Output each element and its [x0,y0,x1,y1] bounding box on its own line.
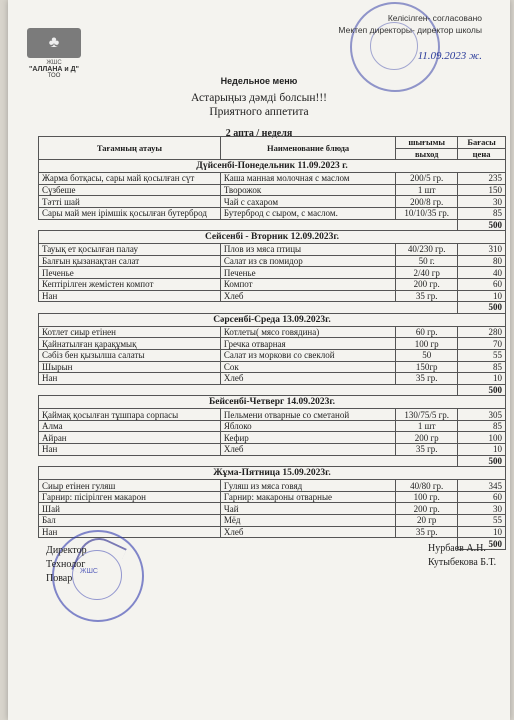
dish-name-kz: Сары май мен ірімшік қосылған бутерброд [39,207,221,219]
dish-yield: 100 гр [396,338,458,350]
dish-yield: 60 гр. [396,326,458,338]
dish-name-ru: Творожок [220,184,395,196]
dish-yield: 20 гр [396,515,458,527]
dish-name-ru: Кефир [220,432,395,444]
dish-name-ru: Чай [220,503,395,515]
day-title: Бейсенбі-Четверг 14.09.2023г. [39,396,506,409]
dish-name-kz: Нан [39,526,221,538]
dish-name-ru: Мёд [220,515,395,527]
dish-yield: 50 [396,349,458,361]
dish-yield: 40/230 гр. [396,244,458,256]
dish-price: 280 [458,326,506,338]
dish-price: 10 [458,373,506,385]
name-technologist: Кутыбекова Б.Т. [428,557,497,568]
dish-price: 80 [458,255,506,267]
stamp-text: ЖШС [80,568,98,575]
day-header-row [39,231,506,244]
logo-suffix: ТОО [47,73,61,79]
signature-names [428,542,496,570]
total-spacer [39,455,458,467]
table-row [39,480,506,492]
dish-name-kz: Балғын қызанақтан салат [39,255,221,267]
table-row [39,196,506,208]
table-row [39,503,506,515]
day-total: 500 [458,219,506,231]
approval-line-1: Келісілген- согласовано [387,13,482,23]
day-total: 500 [458,538,506,550]
name-director: Нурбаев А.Н. [428,543,486,554]
dish-name-ru: Печенье [220,267,395,279]
dish-name-kz: Тауық ет қосылған палау [39,244,221,256]
dish-yield: 200 гр. [396,278,458,290]
dish-name-kz: Сәбіз бен қызылша салаты [39,349,221,361]
dish-yield: 200 гр. [396,503,458,515]
dish-yield: 1 шт [396,184,458,196]
table-row [39,255,506,267]
table-row [39,515,506,527]
dish-name-kz: Гарнир: пісірілген макарон [39,491,221,503]
dish-name-ru: Хлеб [220,526,395,538]
approval-date: 11.09.2023 ж. [417,50,482,62]
dish-price: 85 [458,207,506,219]
dish-yield: 200 гр [396,432,458,444]
dish-name-ru: Гречка отварная [220,338,395,350]
approval-line-2: Мектеп директоры- директор школы [338,25,482,35]
logo-image-icon: ♣ [27,28,81,58]
table-row [39,207,506,219]
dish-name-kz: Алма [39,420,221,432]
dish-price: 345 [458,480,506,492]
table-header-row [39,137,506,149]
table-row [39,173,506,185]
dish-price: 85 [458,420,506,432]
header-name-kz: Тағамның атауы [39,137,221,160]
dish-price: 235 [458,173,506,185]
header-yield-kz: шығымы [396,137,458,149]
company-logo [20,28,88,79]
dish-name-kz: Печенье [39,267,221,279]
week-label: 2 апта / неделя [225,128,293,139]
approval-block [322,12,482,62]
document-page [8,0,510,720]
dish-name-ru: Котлеты( мясо говядина) [220,326,395,338]
dish-price: 10 [458,290,506,302]
dish-name-ru: Гуляш из мяса говяд [220,480,395,492]
total-spacer [39,384,458,396]
dish-price: 310 [458,244,506,256]
dish-yield: 50 г. [396,255,458,267]
role-cook: Повар [46,573,73,584]
dish-yield: 100 гр. [396,491,458,503]
day-total: 500 [458,384,506,396]
dish-price: 305 [458,409,506,421]
dish-name-kz: Шырын [39,361,221,373]
dish-name-ru: Гарнир: макароны отварные [220,491,395,503]
dish-yield: 130/75/5 гр. [396,409,458,421]
dish-name-kz: Бал [39,515,221,527]
day-total: 500 [458,455,506,467]
menu-table [38,136,506,550]
dish-yield: 200/8 гр. [396,196,458,208]
dish-price: 70 [458,338,506,350]
table-row [39,444,506,456]
dish-price: 150 [458,184,506,196]
dish-yield: 200/5 гр. [396,173,458,185]
table-row [39,184,506,196]
dish-name-kz: Нан [39,290,221,302]
dish-price: 40 [458,267,506,279]
day-title: Сейсенбі - Вторник 12.09.2023г. [39,231,506,244]
dish-price: 10 [458,444,506,456]
dish-name-ru: Плов из мяса птицы [220,244,395,256]
dish-yield: 35 гр. [396,290,458,302]
dish-name-ru: Бутерброд с сыром, с маслом. [220,207,395,219]
day-total-row [39,455,506,467]
day-header-row [39,396,506,409]
dish-name-ru: Яблоко [220,420,395,432]
dish-yield: 150гр [396,361,458,373]
menu-body [39,160,506,550]
dish-name-kz: Нан [39,444,221,456]
total-spacer [39,302,458,314]
table-row [39,409,506,421]
table-row [39,373,506,385]
day-total-row [39,302,506,314]
dish-name-kz: Айран [39,432,221,444]
dish-name-kz: Сүзбеше [39,184,221,196]
dish-name-kz: Қаймақ қосылған тұшпара сорпасы [39,409,221,421]
dish-name-kz: Котлет сиыр етінен [39,326,221,338]
header-name-ru: Наименование блюда [220,137,395,160]
day-header-row [39,160,506,173]
dish-price: 55 [458,349,506,361]
dish-name-kz: Кептірілген жемістен компот [39,278,221,290]
dish-yield: 1 шт [396,420,458,432]
role-technologist: Технолог [46,559,86,570]
dish-yield: 35 гр. [396,526,458,538]
day-total-row [39,384,506,396]
dish-price: 85 [458,361,506,373]
day-header-row [39,313,506,326]
dish-name-ru: Чай с сахаром [220,196,395,208]
dish-name-ru: Салат из моркови со свеклой [220,349,395,361]
table-row [39,326,506,338]
dish-name-ru: Пельмени отварные со сметаной [220,409,395,421]
dish-name-ru: Хлеб [220,444,395,456]
dish-name-ru: Хлеб [220,290,395,302]
dish-yield: 10/10/35 гр. [396,207,458,219]
dish-yield: 2/40 гр [396,267,458,279]
table-row [39,361,506,373]
dish-price: 30 [458,196,506,208]
dish-name-kz: Нан [39,373,221,385]
header-price-kz: Бағасы [458,137,506,149]
logo-name: "АЛЛАНА и Д" [29,66,79,73]
table-row [39,349,506,361]
dish-price: 10 [458,526,506,538]
dish-name-ru: Салат из св помидор [220,255,395,267]
table-row [39,432,506,444]
table-row [39,244,506,256]
table-row [39,420,506,432]
logo-org-type: ЖШС [46,60,62,66]
day-header-row [39,467,506,480]
dish-name-ru: Компот [220,278,395,290]
menu-title: Недельное меню [220,76,298,86]
day-title: Дүйсенбі-Понедельник 11.09.2023 г. [39,160,506,173]
dish-name-kz: Қайнатылған қарақұмық [39,338,221,350]
wish-kz: Астарыңыз дәмді болсын!!! [191,92,327,104]
day-total: 500 [458,302,506,314]
dish-name-kz: Тәтті шай [39,196,221,208]
dish-name-ru: Каша манная молочная с маслом [220,173,395,185]
signature-roles [46,544,87,586]
wish-ru: Приятного аппетита [209,106,309,118]
dish-price: 60 [458,278,506,290]
dish-yield: 35 гр. [396,373,458,385]
header-yield-ru: выход [396,148,458,160]
role-director: Директор [46,545,87,556]
header-price-ru: цена [458,148,506,160]
day-title: Сәрсенбі-Среда 13.09.2023г. [39,313,506,326]
table-row [39,338,506,350]
dish-name-ru: Хлеб [220,373,395,385]
dish-name-ru: Сок [220,361,395,373]
dish-yield: 35 гр. [396,444,458,456]
table-row [39,290,506,302]
dish-price: 60 [458,491,506,503]
dish-name-kz: Сиыр етінен гуляш [39,480,221,492]
day-total-row [39,219,506,231]
table-row [39,267,506,279]
dish-price: 100 [458,432,506,444]
table-row [39,491,506,503]
dish-yield: 40/80 гр. [396,480,458,492]
dish-price: 30 [458,503,506,515]
dish-price: 55 [458,515,506,527]
total-spacer [39,219,458,231]
day-title: Жұма-Пятница 15.09.2023г. [39,467,506,480]
dish-name-kz: Жарма ботқасы, сары май қосылған сүт [39,173,221,185]
dish-name-kz: Шай [39,503,221,515]
table-row [39,278,506,290]
